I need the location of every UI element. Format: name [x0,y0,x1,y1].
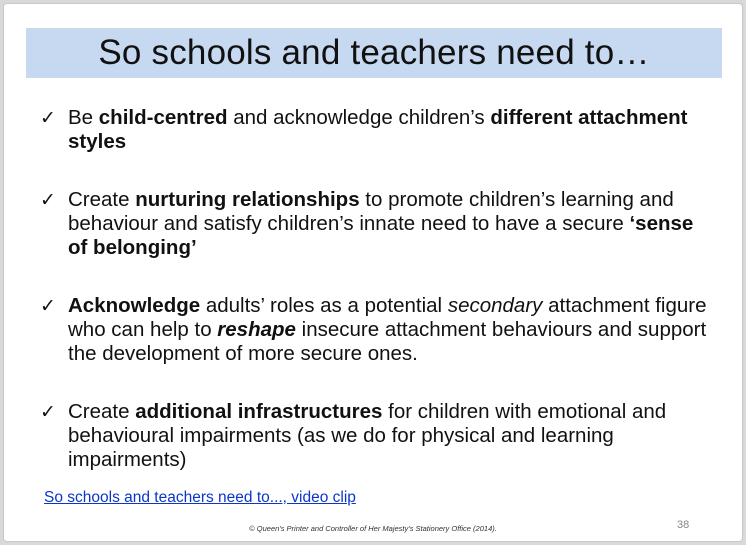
bullet-text [68,188,718,260]
bullet-text-segment: insecure attachment behaviours and support the development of more secure ones. [68,318,707,365]
bullet-text-segment: child-centred [98,106,228,129]
bullet-text-segment: adults’ roles as a potential [200,294,448,317]
checkmark-icon: ✓ [40,401,56,423]
page-number: 38 [677,519,690,531]
bullet-text-segment: reshape [217,318,296,341]
bullet-text [68,294,718,366]
bullet-text-segment: Acknowledge [68,294,201,317]
bullet-item [40,188,718,260]
slide-title: So schools and teachers need to… [98,33,650,72]
checkmark-icon: ✓ [40,107,56,129]
bullet-text-segment: and acknowledge children’s [227,106,491,129]
bullet-text-segment: ‘sense of belonging’ [68,212,694,259]
copyright-footer: © Queen's Printer and Controller of Her Majesty's Stationery Office (2014). [249,524,497,533]
bullet-item [40,294,718,366]
bullet-text-segment: to promote children’s learning and behaviour and satisfy children’s innate need to have a secure [68,188,674,235]
bullet-text-segment: Create [68,188,136,211]
bullet-text-segment: secondary [447,294,543,317]
bullet-text-segment: for children with emotional and behavioural impairments (as we do for physical and learning impairments) [68,400,667,471]
bullet-item [40,400,718,472]
bullet-text-segment: additional infrastructures [135,400,383,423]
bullet-text-segment: different attachment styles [68,106,688,153]
slide [4,4,742,541]
slide-title-bar [26,28,722,78]
bullet-text-segment: nurturing relationships [135,188,360,211]
checkmark-icon: ✓ [40,189,56,211]
bullet-text [68,106,718,154]
bullet-item [40,106,718,154]
bullet-text-segment: Be [68,106,99,129]
bullet-text [68,400,718,472]
video-clip-link[interactable]: So schools and teachers need to..., video clip [44,489,356,506]
checkmark-icon: ✓ [40,295,56,317]
bullet-text-segment: Create [68,400,136,423]
bullet-text-segment: attachment figure who can help to [68,294,707,341]
